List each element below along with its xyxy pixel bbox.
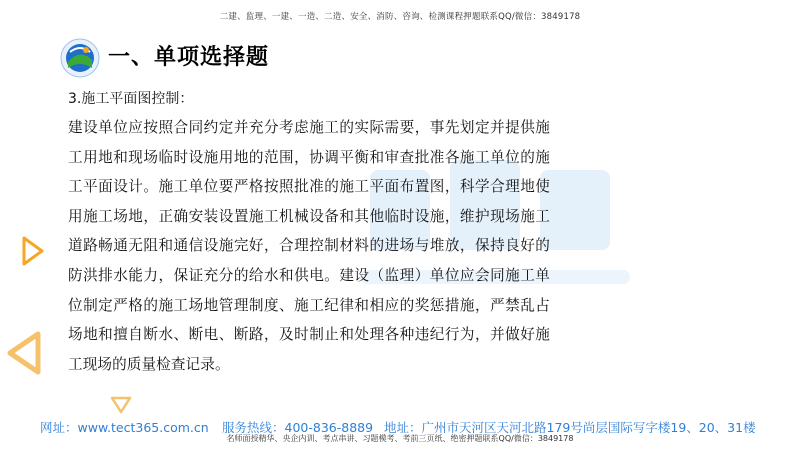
- sub-heading: 3.施工平面图控制：: [68, 91, 194, 107]
- footer-address: 地址：广州市天河区天河北路179号尚层国际写字楼19、20、31楼: [384, 420, 756, 435]
- top-contact-banner: 二建、监理、一建、一造、二造、安全、消防、咨询、检测课程押题联系QQ/微信：3849178: [219, 12, 581, 22]
- footer-hotline: 服务热线：400-836-8889: [222, 420, 374, 435]
- section-title: 一、单项选择题: [108, 45, 270, 70]
- triangle-deco-icon: [20, 236, 44, 266]
- bottom-contact-banner: 名师面授精华、央企内训、考点串讲、习题模考、考前三页纸、绝密押题联系QQ/微信：3849178: [226, 434, 574, 443]
- body-paragraph: 建设单位应按照合同约定并充分考虑施工的实际需要，事先划定并提供施工用地和现场临时设施用地的范围，协调平衡和审查批准各施工单位的施工平面设计。施工单位要严格按照批准的施工平面布置图，科学合理地使用施工场地，正确安装设置施工机械设备和其他临时设施，维护现场施工道路畅通无阻和通信设施完好，合理控制材料的进场与堆放，保持良好的防洪排水能力，保证充分的给水和供电。建设（监理）单位应会同施工单位制定严格的施工场地管理制度、施工纪律和相应的奖惩措施，严禁乱占场地和擅自断水、断电、断路，及时制止和处理各种违纪行为，并做好施工现场的质量检查记录。: [68, 119, 550, 373]
- footer-website-link[interactable]: 网址：www.tect365.com.cn: [40, 420, 209, 435]
- triangle-deco-icon: [110, 396, 132, 414]
- triangle-deco-icon: [6, 330, 42, 376]
- logo-icon: [60, 38, 100, 78]
